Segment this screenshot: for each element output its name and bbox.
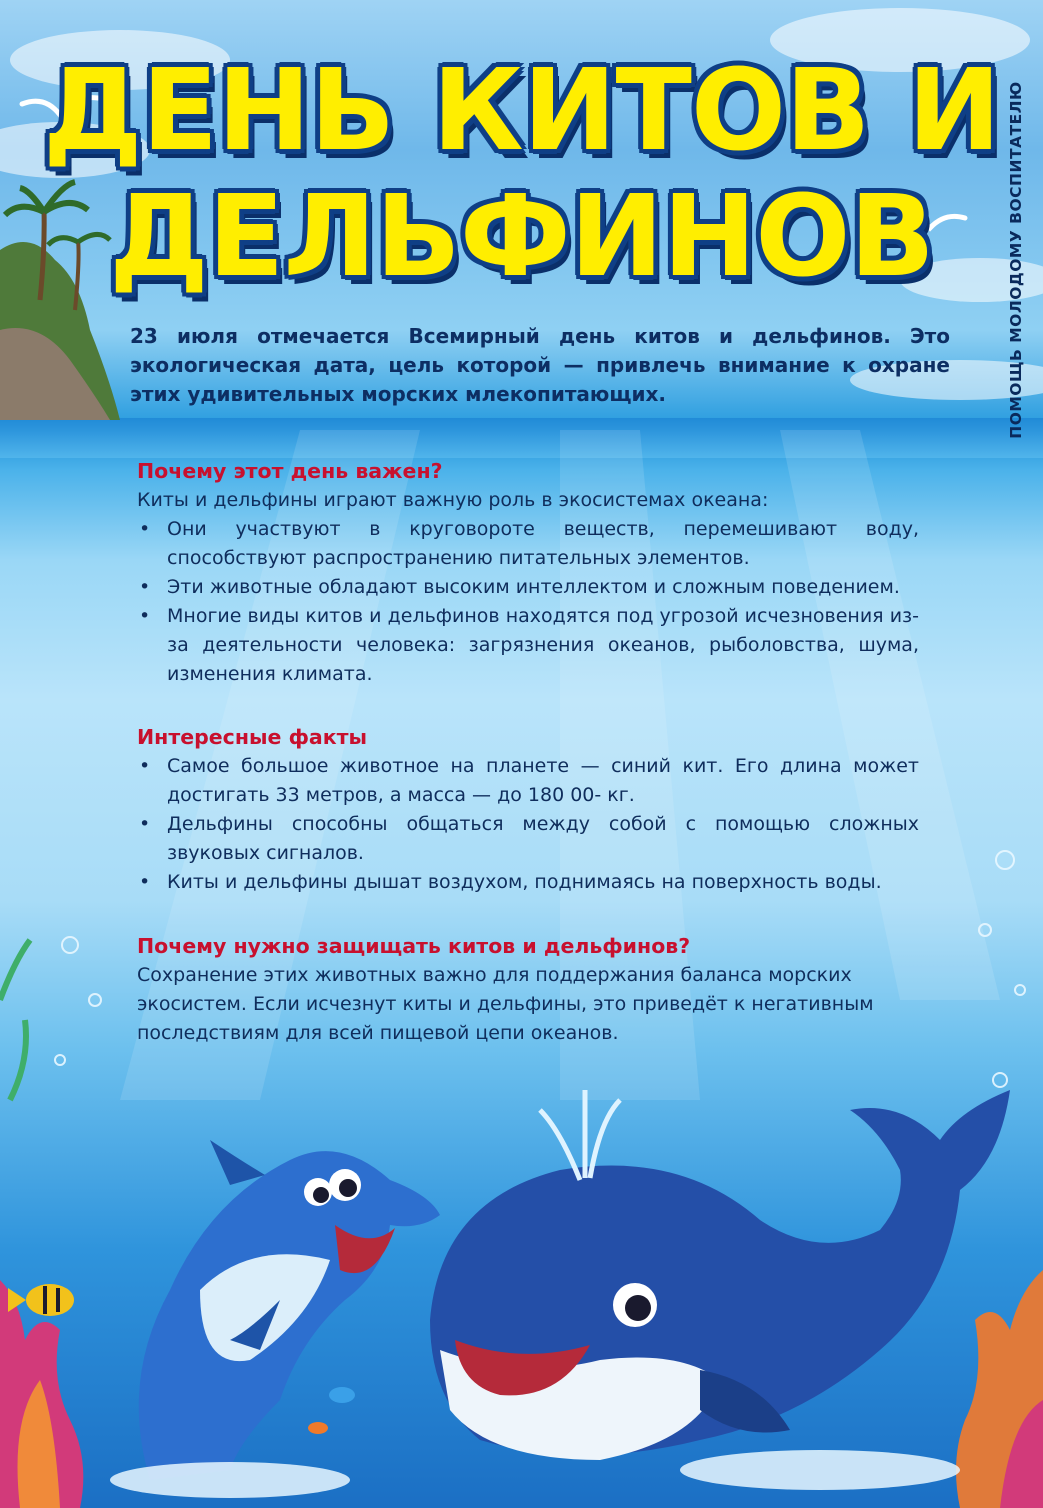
side-label-text: ПОМОЩЬ МОЛОДОМУ ВОСПИТАТЕЛЮ — [1007, 81, 1025, 439]
splash — [110, 1450, 960, 1498]
whale — [430, 1090, 1010, 1460]
list-item: • Они участвуют в круговороте веществ, перемешивают воду, способствуют распространению питательных элементов. — [137, 515, 919, 573]
side-label — [996, 40, 1036, 480]
page-title — [0, 48, 1043, 300]
bullet-list — [137, 752, 919, 897]
coral-right — [956, 1270, 1043, 1508]
section-why-protect — [137, 931, 919, 1048]
bullet-icon: • — [139, 755, 151, 777]
section-heading: Интересные факты — [137, 725, 368, 749]
bullet-icon: • — [139, 605, 151, 627]
list-item: • Эти животные обладают высоким интеллектом и сложным поведением. — [137, 573, 919, 602]
bullet-icon: • — [139, 813, 151, 835]
bullet-list — [137, 515, 919, 689]
bullet-icon: • — [139, 518, 151, 540]
list-item: • Киты и дельфины дышат воздухом, поднимаясь на поверхность воды. — [137, 868, 919, 897]
list-item: • Многие виды китов и дельфинов находятся под угрозой исчезновения из-за деятельности человека: загрязнения океанов, рыболовства, шума, изменения климата. — [137, 602, 919, 689]
section-heading: Почему нужно защищать китов и дельфинов? — [137, 934, 691, 958]
section-lead: Киты и дельфины играют важную роль в экосистемах океана: — [137, 489, 769, 511]
coral-left — [0, 940, 83, 1508]
bullet-icon: • — [139, 871, 151, 893]
list-item: • Дельфины способны общаться между собой с помощью сложных звуковых сигналов. — [137, 810, 919, 868]
section-heading: Почему этот день важен? — [137, 459, 443, 483]
section-body: Сохранение этих животных важно для поддержания баланса морских экосистем. Если исчезнут киты и дельфины, это приведёт к негативным последствиям для всей пищевой цепи океанов. — [137, 964, 874, 1044]
dolphin — [139, 1140, 440, 1480]
bullet-icon: • — [139, 576, 151, 598]
content — [137, 456, 919, 1048]
title-line-2: ДЕЛЬФИНОВ — [109, 172, 934, 302]
intro-paragraph: 23 июля отмечается Всемирный день китов и дельфинов. Это экологическая дата, цель которой — привлечь внимание к охране этих удивительных морских млекопитающих. — [130, 324, 950, 406]
section-why-important — [137, 456, 919, 689]
list-item: • Самое большое животное на планете — синий кит. Его длина может достигать 33 метров, а масса — до 180 00- кг. — [137, 752, 919, 810]
title-line-1: ДЕНЬ КИТОВ И — [42, 46, 1001, 176]
section-facts — [137, 722, 919, 897]
